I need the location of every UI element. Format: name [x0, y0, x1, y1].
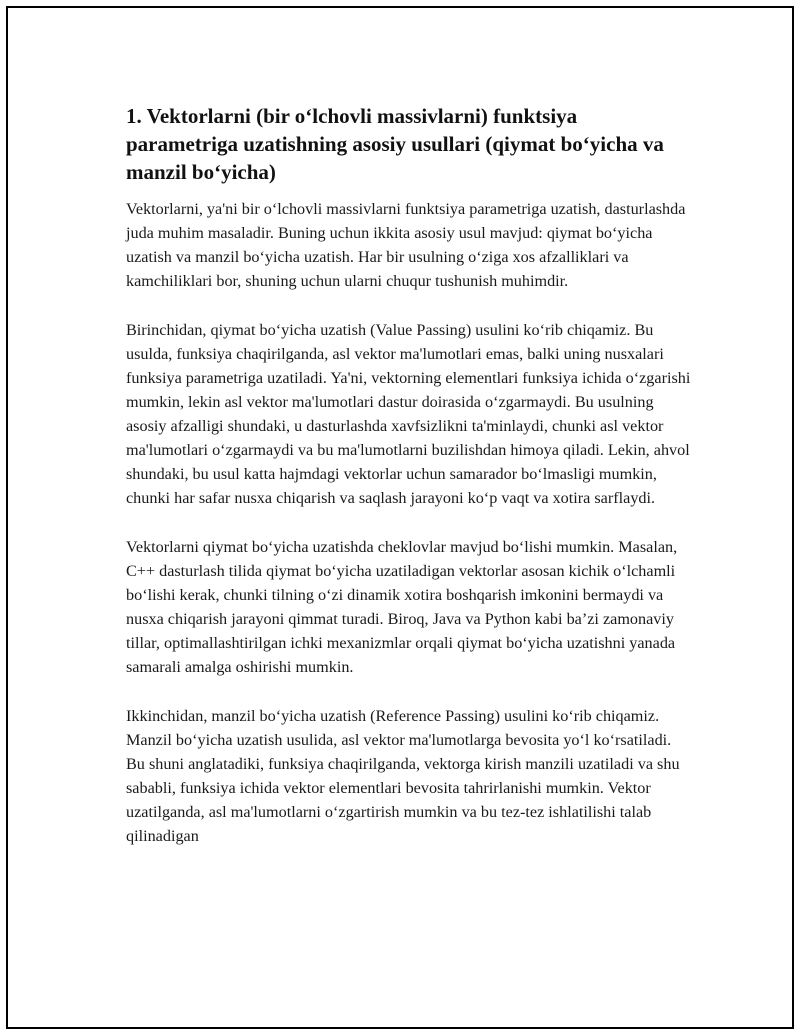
page-frame: [6, 6, 794, 1029]
paragraph-value-limits: Vektorlarni qiymat bo‘yicha uzatishda cheklovlar mavjud bo‘lishi mumkin. Masalan, C++ dasturlash tilida qiymat bo‘yicha uzatiladigan vektorlar asosan kichik o‘lchamli bo‘lishi kerak, chunki tilning o‘zi dinamik xotira boshqarish imkonini bermaydi va nusxa chiqarish jarayoni qimmat turadi. Biroq, Java va Python kabi ba’zi zamonaviy tillar, optimallashtirilgan ichki mexanizmlar orqali qiymat bo‘yicha uzatishni yanada samarali amalga oshirishi mumkin.: [126, 538, 678, 676]
section-heading: 1. Vektorlarni (bir o‘lchovli massivlarni) funktsiya parametriga uzatishning asosiy usullari (qiymat bo‘yicha va manzil bo‘yicha): [126, 104, 664, 184]
paragraph-value-passing: Birinchidan, qiymat bo‘yicha uzatish (Value Passing) usulini ko‘rib chiqamiz. Bu usulda, funksiya chaqirilganda, asl vektor ma'lumotlari emas, balki uning nusxalari funksiya parametriga uzatiladi. Ya'ni, vektorning elementlari funksiya ichida o‘zgarishi mumkin, lekin asl vektor ma'lumotlari dastur doirasida o‘zgarmaydi. Bu usulning asosiy afzalligi shundaki, u dasturlashda xavfsizlikni ta'minlaydi, chunki asl vektor ma'lumotlari o‘zgarmaydi va bu ma'lumotlarni buzilishdan himoya qiladi. Lekin, ahvol shundaki, bu usul katta hajmdagi vektorlar uchun samarador bo‘lmasligi mumkin, chunki har safar nusxa chiqarish va saqlash jarayoni ko‘p vaqt va xotira sarflaydi.: [126, 321, 691, 507]
document-body: [126, 102, 694, 873]
paragraph-intro: Vektorlarni, ya'ni bir o‘lchovli massivlarni funktsiya parametriga uzatish, dasturlashda juda muhim masaladir. Buning uchun ikkita asosiy usul mavjud: qiymat bo‘yicha uzatish va manzil bo‘yicha uzatish. Har bir usulning o‘ziga xos afzalliklari va kamchiliklari bor, shuning uchun ularni chuqur tushunish muhimdir.: [126, 200, 686, 290]
paragraph-reference-passing: Ikkinchidan, manzil bo‘yicha uzatish (Reference Passing) usulini ko‘rib chiqamiz. Manzil bo‘yicha uzatish usulida, asl vektor ma'lumotlarga bevosita yo‘l ko‘rsatiladi. Bu shuni anglatadiki, funksiya chaqirilganda, vektorga kirish manzili uzatiladi va shu sababli, funksiya ichida vektor elementlari bevosita tahrirlanishi mumkin. Vektor uzatilganda, asl ma'lumotlarni o‘zgartirish mumkin va bu tez-tez ishlatilishi talab qilinadigan: [126, 707, 680, 845]
